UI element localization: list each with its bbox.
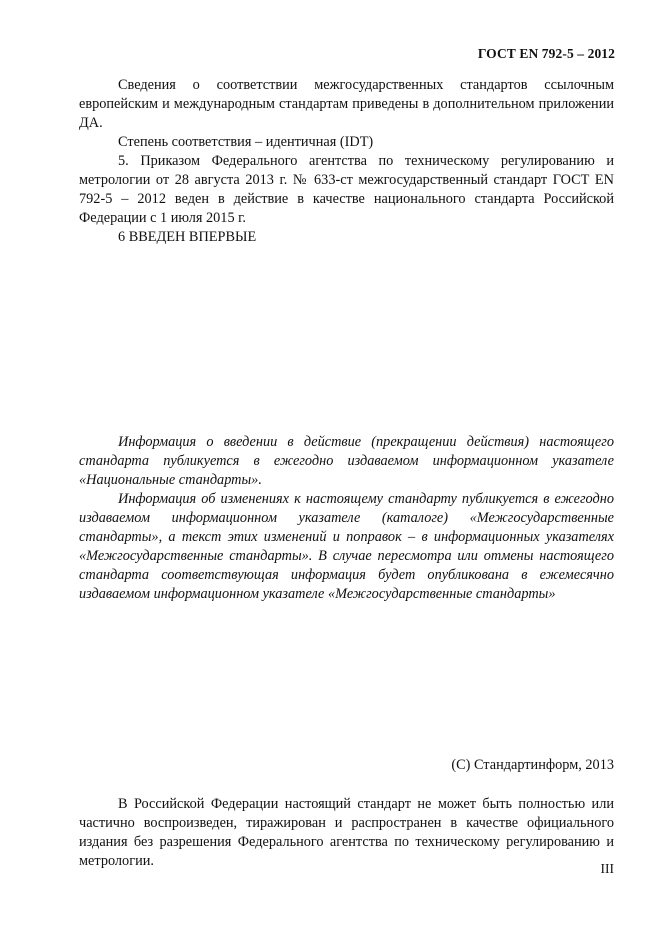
intro-section [79, 76, 614, 247]
standard-designation-header: ГОСТ EN 792-5 – 2012 [477, 46, 615, 61]
reproduction-notice-text: В Российской Федерации настоящий стандарт не может быть полностью или частично воспроизведен, тиражирован и распространен в качестве официального издания без разрешения Федерального агентства по техническому регулированию и метрологии. [79, 796, 614, 869]
conformity-paragraph: Сведения о соответствии межгосударственных стандартов ссылочным европейским и международным стандартам приведены в дополнительном приложении ДА. [79, 77, 614, 131]
reproduction-notice [79, 795, 614, 871]
publication-info-section [79, 433, 614, 604]
first-introduced-paragraph: 6 ВВЕДЕН ВПЕРВЫЕ [118, 229, 257, 245]
info-changes-paragraph: Информация об изменениях к настоящему стандарту публикуется в ежегодно издаваемом информационном указателе (каталоге) «Межгосударственные стандарты», а текст этих изменений и поправок – в информационных указателях «Межгосударственные стандарты». В случае пересмотра или отмены настоящего стандарта соответствующая информация будет опубликована в ежемесячно издаваемом информационном указателе «Межгосударственные стандарты» [79, 491, 614, 602]
conformity-degree-paragraph: Степень соответствия – идентичная (IDT) [118, 134, 374, 150]
page-number: III [600, 861, 614, 876]
copyright-line: (C) Стандартинформ, 2013 [451, 757, 614, 773]
info-enactment-paragraph: Информация о введении в действие (прекращении действия) настоящего стандарта публикуется в ежегодно издаваемом информационном указателе «Национальные стандарты». [79, 434, 614, 488]
order-paragraph: 5. Приказом Федерального агентства по техническому регулированию и метрологии от 28 августа 2013 г. № 633-ст межгосударственный стандарт ГОСТ EN 792-5 – 2012 веден в действие в качестве национального стандарта Российской Федерации с 1 июля 2015 г. [79, 153, 614, 226]
